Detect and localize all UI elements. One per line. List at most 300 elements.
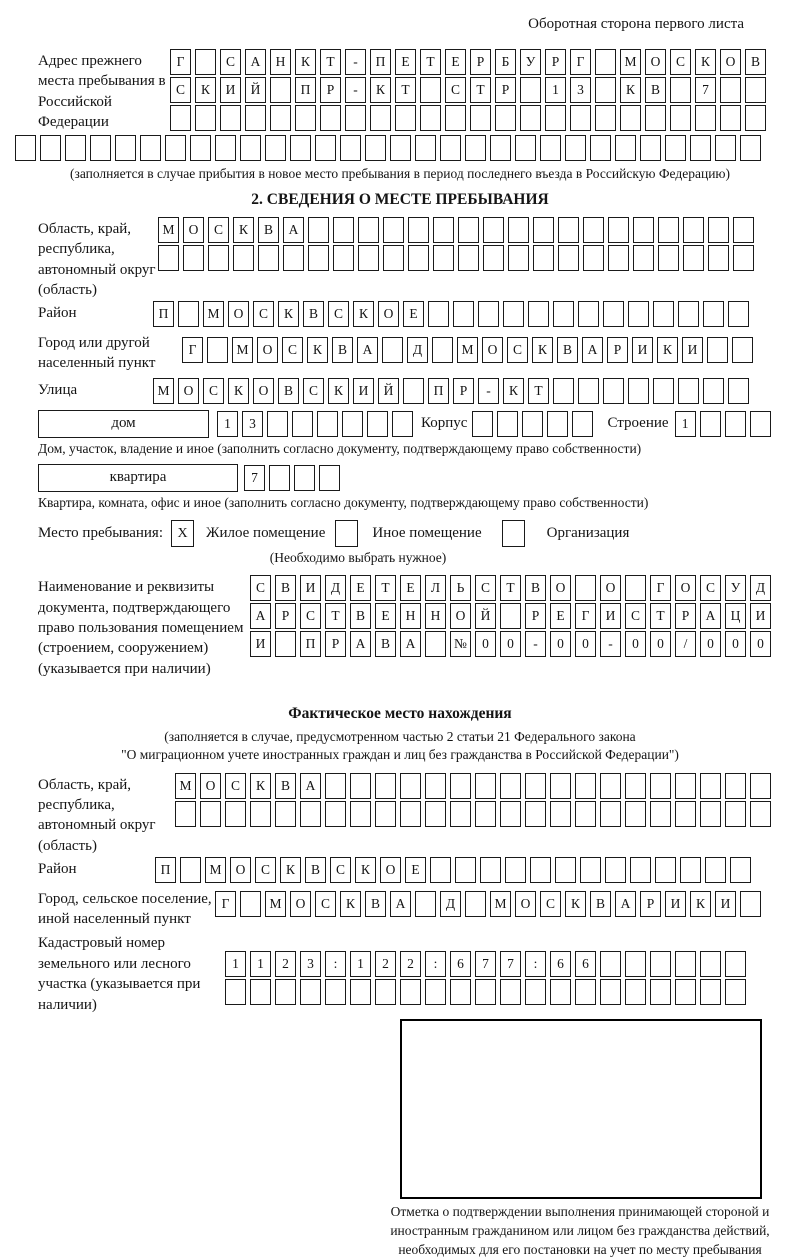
char-cell: Г xyxy=(570,49,591,75)
char-cell: К xyxy=(355,857,376,883)
char-cell xyxy=(650,773,671,799)
char-cell xyxy=(608,217,629,243)
char-cell: В xyxy=(525,575,546,601)
char-cell xyxy=(300,801,321,827)
char-cell xyxy=(15,135,36,161)
char-cell xyxy=(700,411,721,437)
char-cell xyxy=(520,105,541,131)
char-cell xyxy=(415,135,436,161)
char-cell: С xyxy=(445,77,466,103)
char-cell xyxy=(608,245,629,271)
char-cell xyxy=(250,979,271,1005)
char-cell xyxy=(497,411,518,437)
apartment-cells xyxy=(244,465,340,491)
char-cell xyxy=(465,135,486,161)
char-cell xyxy=(317,411,338,437)
char-cell: 1 xyxy=(250,951,271,977)
char-cell xyxy=(707,337,728,363)
char-cell xyxy=(400,979,421,1005)
char-cell xyxy=(382,337,403,363)
prev-address-cell-rows xyxy=(170,49,766,131)
char-cell: М xyxy=(490,891,511,917)
char-cell: Т xyxy=(395,77,416,103)
char-cell: О xyxy=(378,301,399,327)
char-cell xyxy=(358,217,379,243)
char-cell xyxy=(295,105,316,131)
char-cell: Е xyxy=(445,49,466,75)
char-cell xyxy=(265,135,286,161)
char-cell xyxy=(345,105,366,131)
char-cell: 3 xyxy=(300,951,321,977)
char-cell xyxy=(725,951,746,977)
char-cell: С xyxy=(255,857,276,883)
char-cell: О xyxy=(515,891,536,917)
char-cell xyxy=(578,378,599,404)
actual-location-subtitle-1: (заполняется в случае, предусмотренном частью 2 статьи 21 Федерального закона xyxy=(164,729,636,745)
char-cell: В xyxy=(305,857,326,883)
char-cell xyxy=(645,105,666,131)
char-cell: О xyxy=(257,337,278,363)
char-cell xyxy=(558,217,579,243)
cell-row xyxy=(170,77,766,103)
char-cell xyxy=(675,801,696,827)
char-cell xyxy=(625,801,646,827)
cell-row xyxy=(153,378,749,404)
field-actual-city xyxy=(38,887,800,930)
char-cell: А xyxy=(615,891,636,917)
char-cell xyxy=(695,105,716,131)
char-cell xyxy=(250,801,271,827)
char-cell xyxy=(555,857,576,883)
char-cell xyxy=(500,603,521,629)
char-cell: И xyxy=(715,891,736,917)
char-cell: Р xyxy=(675,603,696,629)
char-cell xyxy=(208,245,229,271)
char-cell xyxy=(583,217,604,243)
char-cell xyxy=(375,801,396,827)
char-cell xyxy=(600,801,621,827)
actual-location-title: Фактическое место нахождения xyxy=(288,705,512,723)
char-cell xyxy=(478,301,499,327)
char-cell xyxy=(365,135,386,161)
char-cell xyxy=(740,891,761,917)
char-cell xyxy=(603,378,624,404)
char-cell xyxy=(430,857,451,883)
char-cell xyxy=(522,411,543,437)
field-actual-district xyxy=(38,857,800,883)
char-cell xyxy=(65,135,86,161)
char-cell xyxy=(433,245,454,271)
char-cell: С xyxy=(328,301,349,327)
char-cell: А xyxy=(390,891,411,917)
field-prev-address xyxy=(38,49,800,133)
field-cadastral xyxy=(38,931,800,1015)
char-cell: К xyxy=(250,773,271,799)
char-cell xyxy=(625,773,646,799)
char-cell xyxy=(745,105,766,131)
char-cell: М xyxy=(203,301,224,327)
char-cell: Д xyxy=(325,575,346,601)
char-cell: 1 xyxy=(545,77,566,103)
char-cell xyxy=(425,979,446,1005)
char-cell xyxy=(690,135,711,161)
char-cell xyxy=(600,979,621,1005)
char-cell xyxy=(725,801,746,827)
char-cell xyxy=(572,411,593,437)
char-cell: 0 xyxy=(575,631,596,657)
char-cell: О xyxy=(290,891,311,917)
char-cell xyxy=(267,411,288,437)
char-cell xyxy=(500,773,521,799)
char-cell xyxy=(750,773,771,799)
char-cell xyxy=(375,979,396,1005)
char-cell: 0 xyxy=(475,631,496,657)
cell-row xyxy=(175,801,771,827)
char-cell xyxy=(625,979,646,1005)
char-cell xyxy=(730,857,751,883)
char-cell xyxy=(270,105,291,131)
cell-row xyxy=(225,951,746,977)
char-cell xyxy=(450,801,471,827)
char-cell: В xyxy=(557,337,578,363)
char-cell: И xyxy=(250,631,271,657)
korpus-cells xyxy=(472,411,593,437)
char-cell: С xyxy=(250,575,271,601)
stroenie-label: Строение xyxy=(607,415,669,432)
char-cell xyxy=(670,77,691,103)
char-cell xyxy=(450,979,471,1005)
char-cell: Й xyxy=(378,378,399,404)
char-cell: Е xyxy=(395,49,416,75)
char-cell: Е xyxy=(405,857,426,883)
char-cell xyxy=(650,801,671,827)
char-cell xyxy=(333,217,354,243)
document-label: Наименование и реквизиты документа, подтверждающего право пользования помещением (строением, сооружением) (указывается при наличии) xyxy=(38,579,244,677)
char-cell xyxy=(550,801,571,827)
char-cell xyxy=(653,378,674,404)
char-cell xyxy=(195,105,216,131)
char-cell: К xyxy=(532,337,553,363)
char-cell: К xyxy=(503,378,524,404)
char-cell xyxy=(675,951,696,977)
char-cell: М xyxy=(232,337,253,363)
char-cell: Р xyxy=(275,603,296,629)
char-cell xyxy=(300,979,321,1005)
char-cell xyxy=(420,77,441,103)
char-cell: : xyxy=(325,951,346,977)
char-cell: Д xyxy=(750,575,771,601)
char-cell xyxy=(400,773,421,799)
char-cell xyxy=(700,773,721,799)
actual-location-subtitle-2: "О миграционном учете иностранных граждан и лиц без гражданства в Российской Федерации") xyxy=(121,747,679,763)
char-cell xyxy=(175,801,196,827)
char-cell xyxy=(195,49,216,75)
char-cell: / xyxy=(675,631,696,657)
char-cell xyxy=(275,631,296,657)
char-cell xyxy=(340,135,361,161)
char-cell: О xyxy=(178,378,199,404)
char-cell: 6 xyxy=(550,951,571,977)
char-cell: А xyxy=(350,631,371,657)
char-cell xyxy=(325,801,346,827)
char-cell xyxy=(308,217,329,243)
char-cell xyxy=(283,245,304,271)
char-cell xyxy=(678,301,699,327)
char-cell: 2 xyxy=(275,951,296,977)
char-cell xyxy=(294,465,315,491)
char-cell xyxy=(628,301,649,327)
char-cell: 1 xyxy=(350,951,371,977)
field-actual-region xyxy=(38,773,800,857)
char-cell xyxy=(165,135,186,161)
apartment-row xyxy=(38,464,800,492)
option-residential-label: Жилое помещение xyxy=(206,525,326,541)
char-cell: О xyxy=(450,603,471,629)
char-cell xyxy=(158,245,179,271)
char-cell: О xyxy=(228,301,249,327)
char-cell xyxy=(750,801,771,827)
checkbox-organization xyxy=(502,520,525,547)
char-cell xyxy=(658,245,679,271)
char-cell: Т xyxy=(320,49,341,75)
char-cell: О xyxy=(200,773,221,799)
char-cell xyxy=(40,135,61,161)
char-cell xyxy=(628,378,649,404)
char-cell xyxy=(215,135,236,161)
char-cell: - xyxy=(478,378,499,404)
cell-row xyxy=(225,979,746,1005)
char-cell xyxy=(653,301,674,327)
char-cell: К xyxy=(195,77,216,103)
char-cell: С xyxy=(203,378,224,404)
char-cell: В xyxy=(590,891,611,917)
char-cell: - xyxy=(345,49,366,75)
house-box-label: дом xyxy=(38,410,209,438)
char-cell xyxy=(590,135,611,161)
char-cell xyxy=(433,217,454,243)
char-cell xyxy=(170,105,191,131)
char-cell xyxy=(703,301,724,327)
char-cell xyxy=(600,773,621,799)
char-cell xyxy=(625,575,646,601)
char-cell xyxy=(733,217,754,243)
char-cell xyxy=(428,301,449,327)
char-cell: С xyxy=(170,77,191,103)
char-cell: И xyxy=(300,575,321,601)
char-cell: К xyxy=(353,301,374,327)
char-cell: С xyxy=(225,773,246,799)
char-cell xyxy=(408,217,429,243)
char-cell xyxy=(533,217,554,243)
char-cell xyxy=(319,465,340,491)
char-cell xyxy=(408,245,429,271)
char-cell xyxy=(483,245,504,271)
char-cell: 0 xyxy=(500,631,521,657)
char-cell xyxy=(720,105,741,131)
char-cell: У xyxy=(520,49,541,75)
char-cell: И xyxy=(600,603,621,629)
char-cell xyxy=(578,301,599,327)
char-cell xyxy=(615,135,636,161)
char-cell: М xyxy=(175,773,196,799)
char-cell: М xyxy=(205,857,226,883)
char-cell xyxy=(342,411,363,437)
char-cell xyxy=(575,801,596,827)
char-cell: Р xyxy=(453,378,474,404)
char-cell: В xyxy=(332,337,353,363)
char-cell xyxy=(530,857,551,883)
char-cell: - xyxy=(525,631,546,657)
char-cell xyxy=(220,105,241,131)
char-cell: О xyxy=(482,337,503,363)
char-cell: В xyxy=(303,301,324,327)
char-cell: Г xyxy=(650,575,671,601)
char-cell: К xyxy=(565,891,586,917)
char-cell: Р xyxy=(320,77,341,103)
char-cell: Р xyxy=(607,337,628,363)
char-cell: Р xyxy=(325,631,346,657)
char-cell xyxy=(732,337,753,363)
char-cell: : xyxy=(525,951,546,977)
char-cell: 1 xyxy=(225,951,246,977)
char-cell: 1 xyxy=(675,411,696,437)
char-cell xyxy=(700,979,721,1005)
char-cell xyxy=(553,378,574,404)
char-cell: А xyxy=(245,49,266,75)
char-cell: И xyxy=(750,603,771,629)
char-cell xyxy=(225,801,246,827)
char-cell xyxy=(650,979,671,1005)
char-cell xyxy=(520,77,541,103)
char-cell: 7 xyxy=(244,465,265,491)
char-cell xyxy=(705,857,726,883)
char-cell: 0 xyxy=(725,631,746,657)
char-cell xyxy=(358,245,379,271)
char-cell xyxy=(458,217,479,243)
char-cell: И xyxy=(665,891,686,917)
char-cell xyxy=(269,465,290,491)
char-cell: К xyxy=(370,77,391,103)
char-cell xyxy=(425,631,446,657)
char-cell: Т xyxy=(375,575,396,601)
char-cell: Г xyxy=(182,337,203,363)
char-cell: К xyxy=(228,378,249,404)
char-cell xyxy=(575,979,596,1005)
char-cell xyxy=(565,135,586,161)
char-cell: 7 xyxy=(500,951,521,977)
char-cell: С xyxy=(540,891,561,917)
char-cell: 3 xyxy=(242,411,263,437)
char-cell: Е xyxy=(550,603,571,629)
char-cell: К xyxy=(295,49,316,75)
char-cell xyxy=(575,773,596,799)
char-cell: Й xyxy=(475,603,496,629)
char-cell: И xyxy=(220,77,241,103)
char-cell: Т xyxy=(500,575,521,601)
char-cell: С xyxy=(208,217,229,243)
char-cell xyxy=(620,105,641,131)
char-cell xyxy=(553,301,574,327)
char-cell xyxy=(490,135,511,161)
char-cell xyxy=(670,105,691,131)
char-cell: Н xyxy=(400,603,421,629)
char-cell xyxy=(233,245,254,271)
char-cell: П xyxy=(428,378,449,404)
region-label: Область, край, республика, автономный округ (область) xyxy=(38,220,156,298)
char-cell: О xyxy=(720,49,741,75)
actual-region-cell-rows xyxy=(175,773,771,827)
cell-row xyxy=(170,49,766,75)
char-cell xyxy=(503,301,524,327)
char-cell: С xyxy=(507,337,528,363)
char-cell xyxy=(550,773,571,799)
char-cell xyxy=(270,77,291,103)
char-cell: У xyxy=(725,575,746,601)
document-cell-rows xyxy=(250,575,771,657)
char-cell: М xyxy=(265,891,286,917)
district-label: Район xyxy=(38,304,77,321)
char-cell: К xyxy=(657,337,678,363)
char-cell: Р xyxy=(470,49,491,75)
page-side-note: Оборотная сторона первого листа xyxy=(528,16,744,32)
char-cell xyxy=(455,857,476,883)
char-cell: П xyxy=(155,857,176,883)
char-cell: А xyxy=(357,337,378,363)
cadastral-label: Кадастровый номер земельного или лесного участка (указывается при наличии) xyxy=(38,935,201,1013)
house-row xyxy=(38,410,800,438)
char-cell xyxy=(140,135,161,161)
char-cell: К xyxy=(307,337,328,363)
char-cell: И xyxy=(353,378,374,404)
char-cell xyxy=(240,891,261,917)
char-cell xyxy=(595,77,616,103)
cell-row xyxy=(250,631,771,657)
char-cell xyxy=(453,301,474,327)
char-cell: В xyxy=(275,575,296,601)
cell-row xyxy=(158,217,754,243)
char-cell xyxy=(575,575,596,601)
char-cell: Т xyxy=(470,77,491,103)
char-cell: Е xyxy=(375,603,396,629)
char-cell xyxy=(432,337,453,363)
char-cell xyxy=(683,245,704,271)
char-cell: 0 xyxy=(550,631,571,657)
char-cell xyxy=(290,135,311,161)
char-cell: Р xyxy=(525,603,546,629)
char-cell xyxy=(625,951,646,977)
char-cell xyxy=(595,49,616,75)
char-cell: О xyxy=(675,575,696,601)
cell-row xyxy=(250,575,771,601)
char-cell xyxy=(525,979,546,1005)
cell-row xyxy=(170,105,766,131)
char-cell: Г xyxy=(215,891,236,917)
prev-address-caption: (заполняется в случае прибытия в новое место пребывания в период последнего въезда в Российскую Федерацию) xyxy=(69,165,731,181)
char-cell xyxy=(375,773,396,799)
char-cell xyxy=(540,135,561,161)
actual-city-label: Город, сельское поселение, иной населенный пункт xyxy=(38,890,212,928)
field-street xyxy=(38,378,800,404)
char-cell xyxy=(320,105,341,131)
char-cell xyxy=(245,105,266,131)
char-cell: 2 xyxy=(375,951,396,977)
char-cell xyxy=(633,217,654,243)
char-cell xyxy=(750,411,771,437)
char-cell: Е xyxy=(403,301,424,327)
char-cell xyxy=(720,77,741,103)
confirmation-caption: Отметка о подтверждении выполнения принимающей стороной и иностранным гражданином или лицом без гражданства действий, необходимых для его постановки на учет по месту пребывания xyxy=(390,1204,770,1257)
char-cell: Ь xyxy=(450,575,471,601)
